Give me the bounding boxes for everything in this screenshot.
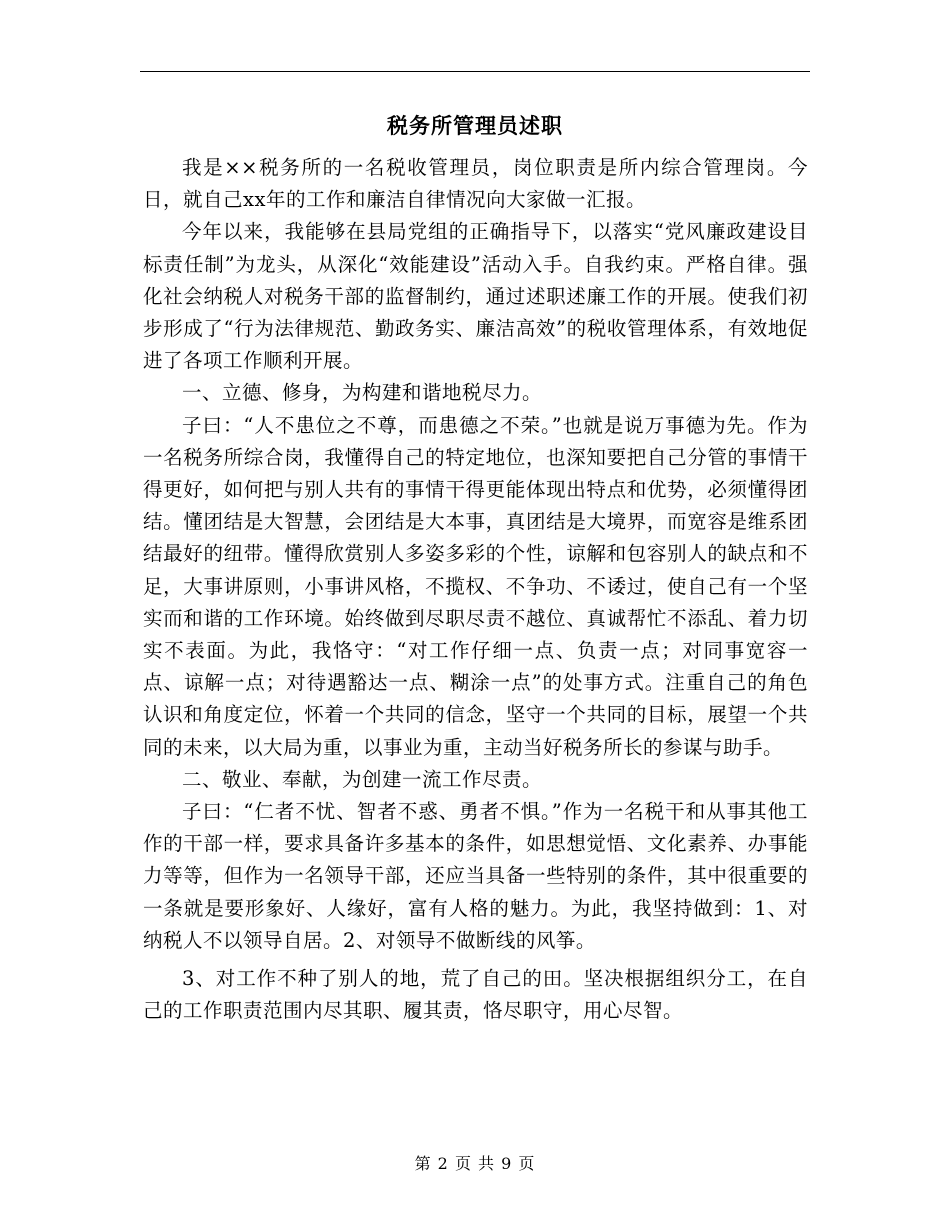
header-rule: [140, 71, 810, 72]
paragraph-section-2: 子曰：“仁者不忧、智者不惑、勇者不惧。”作为一名税干和从事其他工作的干部一样，要求具备许多基本的条件，如思想觉悟、文化素养、办事能力等等，但作为一名领导干部，还应当具备一些特别的条件，其中很重要的一条就是要形象好、人缘好，富有人格的魅力。为此，我坚持做到：1、对纳税人不以领导自居。2、对领导不做断线的风筝。: [143, 800, 808, 952]
paragraph-overview: 今年以来，我能够在县局党组的正确指导下，以落实“党风廉政建设目标责任制”为龙头，从深化“效能建设”活动入手。自我约束。严格自律。强化社会纳税人对税务干部的监督制约，通过述职述廉工作的开展。使我们初步形成了“行为法律规范、勤政务实、廉洁高效”的税收管理体系，有效地促进了各项工作顺利开展。: [143, 220, 808, 373]
paragraph-intro: 我是××税务所的一名税收管理员，岗位职责是所内综合管理岗。今日，就自己xx年的工作和廉洁自律情况向大家做一汇报。: [143, 156, 808, 212]
document-title: 税务所管理员述职: [387, 113, 563, 138]
section-heading-2: 二、敬业、奉献，为创建一流工作尽责。: [182, 767, 543, 791]
paragraph-point-3: 3、对工作不种了别人的地，荒了自己的田。坚决根据组织分工，在自己的工作职责范围内尽其职、履其责，恪尽职守，用心尽智。: [143, 967, 808, 1023]
section-heading-1: 一、立德、修身，为构建和谐地税尽力。: [182, 381, 543, 405]
document-body: [143, 152, 808, 1027]
paragraph-section-1: 子曰：“人不患位之不尊，而患德之不荣。”也就是说万事德为先。作为一名税务所综合岗，我懂得自己的特定地位，也深知要把自己分管的事情干得更好，如何把与别人共有的事情干得更能体现出特点和优势，必须懂得团结。懂团结是大智慧，会团结是大本事，真团结是大境界，而宽容是维系团结最好的纽带。懂得欣赏别人多姿多彩的个性，谅解和包容别人的缺点和不足，大事讲原则，小事讲风格，不揽权、不争功、不诿过，使自己有一个坚实而和谐的工作环境。始终做到尽职尽责不越位、真诚帮忙不添乱、着力切实不表面。为此，我恪守：“对工作仔细一点、负责一点；对同事宽容一点、谅解一点；对待遇豁达一点、糊涂一点”的处事方式。注重自己的角色认识和角度定位，怀着一个共同的信念，坚守一个共同的目标，展望一个共同的未来，以大局为重，以事业为重，主动当好税务所长的参谋与助手。: [143, 413, 808, 759]
page-number-footer: 第 2 页 共 9 页: [414, 1154, 536, 1173]
